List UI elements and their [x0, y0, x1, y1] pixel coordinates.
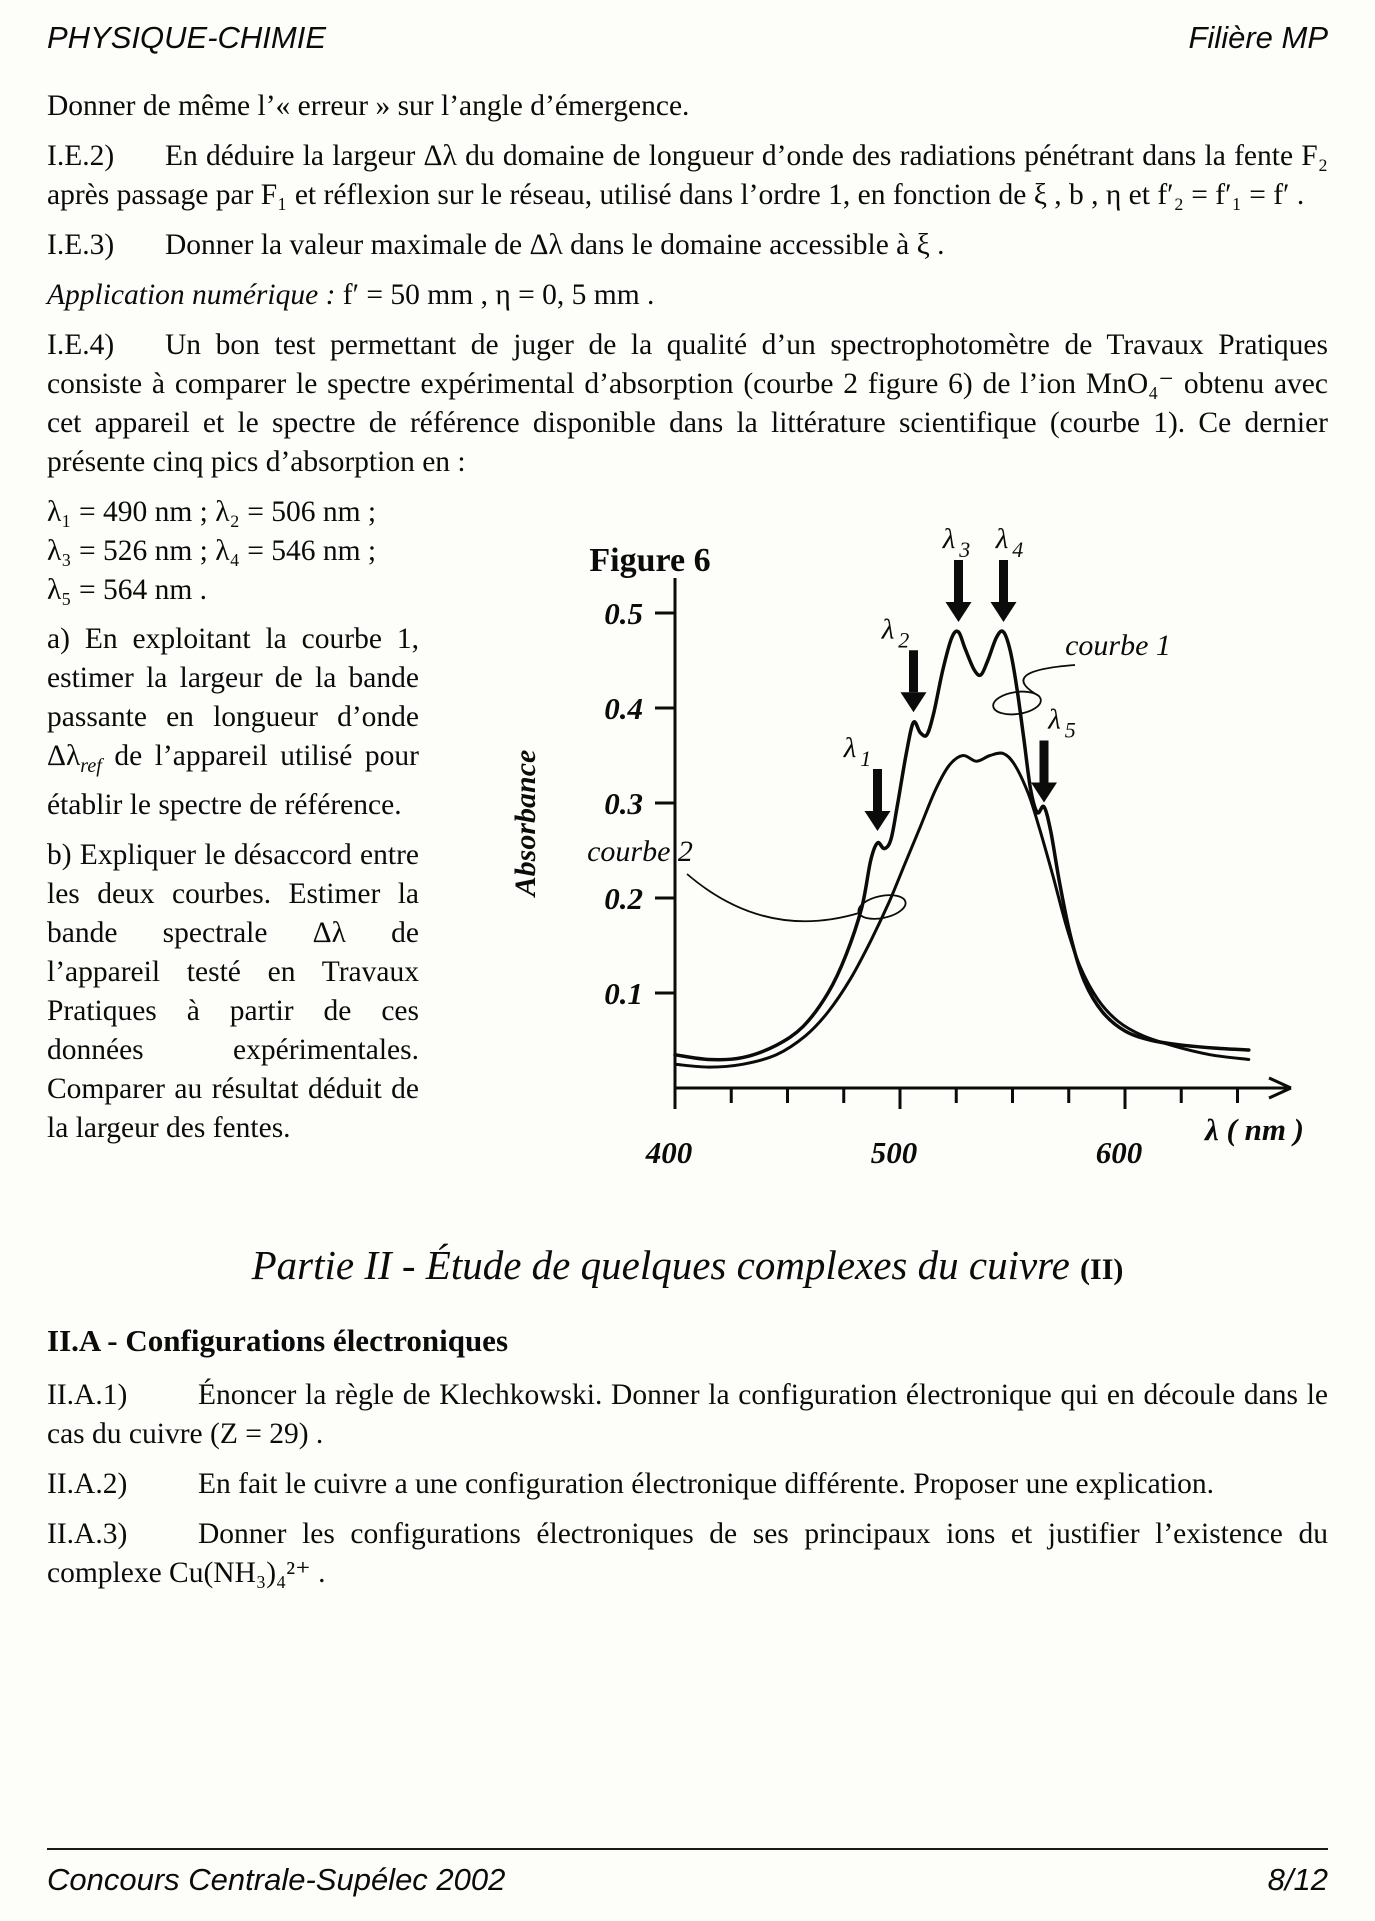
y-tick-label: 0.4: [604, 691, 643, 726]
part2-title-text: Partie II - Étude de quelques complexes du cuivre: [251, 1242, 1070, 1288]
lambda-line-2: λ₃ = 526 nm ; λ₄ = 546 nm ;: [47, 535, 377, 567]
peak-arrow-stem-4: [999, 560, 1008, 602]
item-label-iia1: II.A.1): [47, 1379, 128, 1411]
peak-arrow-stem-1: [873, 769, 882, 811]
paragraph-ie2: [47, 137, 1328, 215]
peak-arrow-icon-3: [946, 602, 972, 622]
peak-label-5: λ $_5$: [1048, 703, 1076, 743]
section-iia-title: II.A - Configurations électroniques: [47, 1323, 509, 1358]
paragraph-ie3: [47, 226, 1328, 265]
question-a-subscript: ref: [80, 754, 102, 777]
page-footer: [47, 1848, 1328, 1899]
peak-arrow-icon-4: [991, 602, 1017, 622]
figure-title: Figure 6: [589, 542, 711, 579]
paragraph-ie4: [47, 326, 1328, 482]
item-text-iia3: Donner les configurations électroniques de ses principaux ions et justifier l’existence du complexe Cu(NH₃)₄²⁺ .: [47, 1518, 1328, 1589]
lambda-line-1: λ₁ = 490 nm ; λ₂ = 506 nm ;: [47, 496, 377, 528]
y-tick-label: 0.1: [604, 976, 643, 1011]
left-column: [47, 493, 419, 1194]
item-label-ie4: I.E.4): [47, 329, 115, 361]
paragraph-iia1: [47, 1376, 1328, 1454]
question-a-text: a) En exploitant la courbe 1, estimer la largeur de la bande passante en longueur d’onde Δλ: [47, 623, 419, 772]
part2-title: [47, 1240, 1328, 1295]
curve-courbe-1: [675, 631, 1249, 1060]
y-tick-label: 0.3: [604, 786, 643, 821]
question-a-text-end: de l’appareil utilisé pour établir le spectre de référence.: [47, 740, 419, 821]
application-numerique-values: f′ = 50 mm , η = 0, 5 mm .: [342, 279, 655, 311]
question-b-text: b) Expliquer le désaccord entre les deux courbes. Estimer la bande spectrale Δλ de l’appareil testé en Travaux Pratiques à partir de ces données expérimentales. Comparer au résultat déduit de la largeur des fentes.: [47, 838, 419, 1144]
x-tick-label: 500: [870, 1135, 918, 1170]
paragraph-iia3: [47, 1515, 1328, 1593]
item-text-ie4: Un bon test permettant de juger de la qualité d’un spectrophotomètre de Travaux Pratiques consiste à comparer le spectre expérimental d’absorption (courbe 2 figure 6) de l’ion MnO₄⁻ obtenu avec cet appareil et le spectre de référence disponible dans la littérature scientifique (courbe 1). Ce dernier présente cinq pics d’absorption en :: [47, 329, 1328, 478]
y-tick-label: 0.2: [604, 881, 643, 916]
footer-page-number: 8/12: [1267, 1862, 1328, 1897]
paragraph-emergence: [47, 87, 1328, 126]
y-axis-label: Absorbance: [509, 749, 542, 897]
paragraph-emergence-text: Donner de même l’« erreur » sur l’angle d’émergence.: [47, 90, 690, 122]
item-label-ie2: I.E.2): [47, 140, 115, 172]
header-subject: PHYSIQUE-CHIMIE: [47, 20, 327, 55]
x-axis-label: λ ( nm ): [1205, 1112, 1305, 1147]
item-text-ie3: Donner la valeur maximale de Δλ dans le domaine accessible à ξ .: [165, 229, 945, 261]
paragraph-question-b: [47, 836, 419, 1148]
courbe-1-label: courbe 1: [1065, 629, 1171, 662]
item-label-iia3: II.A.3): [47, 1518, 128, 1550]
courbe-2-label: courbe 2: [587, 835, 693, 868]
courbe-2-leader-line: [687, 874, 859, 921]
peak-arrow-stem-3: [954, 560, 963, 602]
peak-label-2: λ $_2$: [881, 613, 910, 653]
footer-exam-name: Concours Centrale-Supélec 2002: [47, 1862, 506, 1897]
paragraph-question-a: [47, 620, 419, 825]
peak-arrow-icon-1: [865, 811, 891, 831]
page-header: [47, 18, 1328, 57]
item-text-iia2: En fait le cuivre a une configuration électronique différente. Proposer une explication.: [198, 1468, 1214, 1500]
peak-arrow-icon-5: [1031, 783, 1057, 803]
y-tick-label: 0.5: [604, 596, 643, 631]
lambda-values: [47, 493, 419, 610]
peak-label-1: λ $_1$: [843, 732, 872, 771]
item-text-iia1: Énoncer la règle de Klechkowski. Donner la configuration électronique qui en découle dans le cas du cuivre (Z = 29) .: [47, 1379, 1328, 1450]
header-track: Filière MP: [1188, 20, 1328, 55]
part2-title-suffix: (II): [1080, 1253, 1124, 1286]
paragraph-application-numerique: [47, 276, 1328, 315]
peak-label-4: λ $_4$: [995, 523, 1024, 562]
figure6: [435, 493, 1328, 1194]
curve-courbe-2: [675, 753, 1249, 1067]
x-tick-label: 400: [645, 1135, 693, 1170]
item-label-ie3: I.E.3): [47, 229, 115, 261]
item-text-ie2: En déduire la largeur Δλ du domaine de longueur d’onde des radiations pénétrant dans la fente F₂ après passage par F₁ et réflexion sur le réseau, utilisé dans l’ordre 1, en fonction de ξ , b , η et f′₂ = f′₁ = f′ .: [47, 140, 1328, 211]
figure6-chart: [435, 493, 1320, 1183]
paragraph-iia2: [47, 1465, 1328, 1504]
courbe-1-leader-line: [1023, 665, 1075, 696]
x-tick-label: 600: [1095, 1135, 1143, 1170]
figure-and-questions-block: [47, 493, 1328, 1194]
item-label-iia2: II.A.2): [47, 1468, 128, 1500]
peak-arrow-icon-2: [901, 692, 927, 712]
application-numerique-label: Application numérique :: [47, 279, 336, 311]
peak-arrow-stem-5: [1040, 741, 1049, 783]
lambda-line-3: λ₅ = 564 nm .: [47, 574, 208, 606]
peak-arrow-stem-2: [909, 650, 918, 692]
peak-label-3: λ $_3$: [942, 523, 971, 562]
